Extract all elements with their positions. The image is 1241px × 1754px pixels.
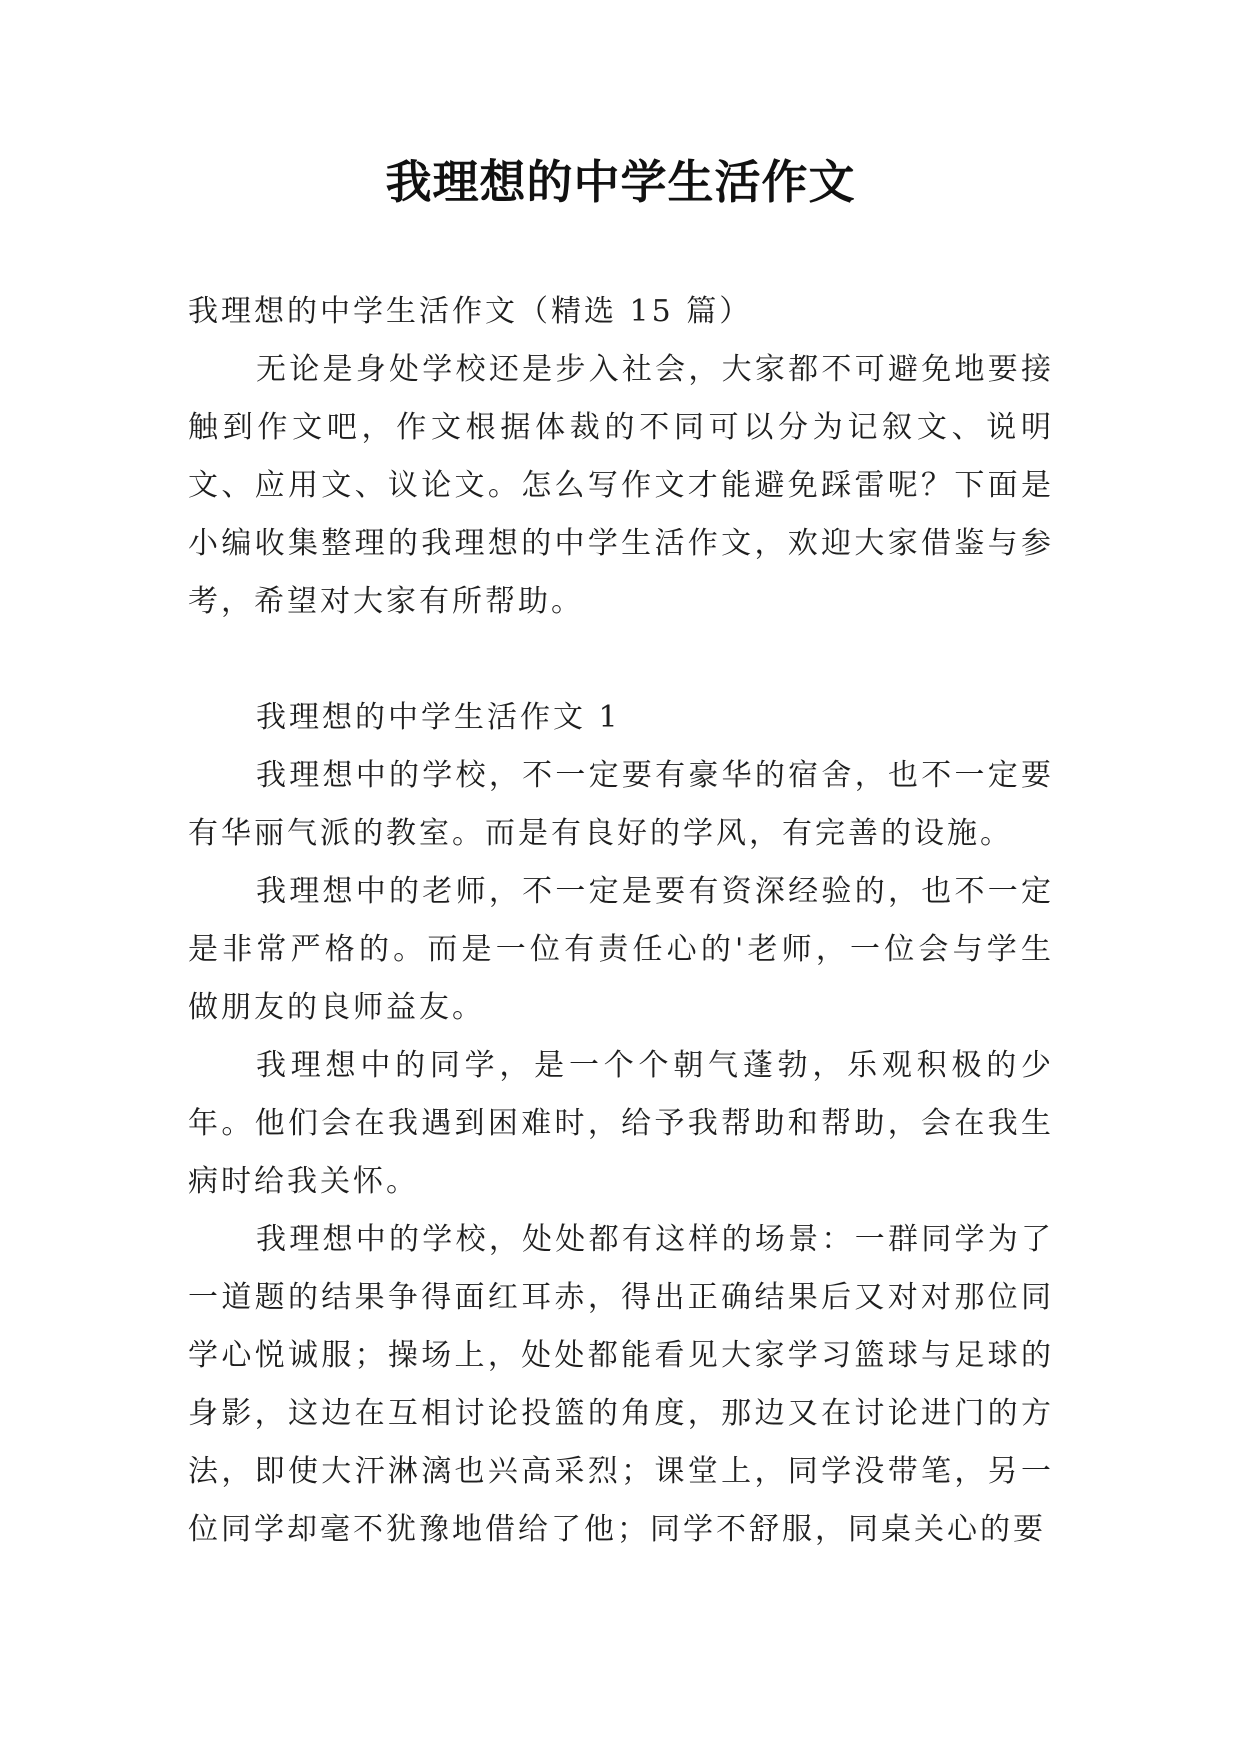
section-spacer bbox=[188, 631, 1054, 689]
body-paragraph: 我理想中的老师，不一定是要有资深经验的，也不一定是非常严格的。而是一位有责任心的'老师，一位会与学生做朋友的良师益友。 bbox=[188, 874, 1054, 1025]
intro-paragraph: 无论是身处学校还是步入社会，大家都不可避免地要接触到作文吧，作文根据体裁的不同可以分为记叙文、说明文、应用文、议论文。怎么写作文才能避免踩雷呢？下面是小编收集整理的我理想的中学生活作文，欢迎大家借鉴与参考，希望对大家有所帮助。 bbox=[188, 352, 1054, 619]
document-title: 我理想的中学生活作文 bbox=[385, 155, 856, 209]
section-heading: 我理想的中学生活作文 1 bbox=[256, 700, 621, 735]
document-body bbox=[188, 283, 1054, 1559]
body-paragraph: 我理想中的学校，不一定要有豪华的宿舍，也不一定要有华丽气派的教室。而是有良好的学风，有完善的设施。 bbox=[188, 758, 1054, 851]
body-paragraph: 我理想中的同学，是一个个朝气蓬勃，乐观积极的少年。他们会在我遇到困难时，给予我帮助和帮助，会在我生病时给我关怀。 bbox=[188, 1048, 1054, 1199]
document-subtitle: 我理想的中学生活作文（精选 15 篇） bbox=[188, 294, 753, 329]
body-paragraph: 我理想中的学校，处处都有这样的场景：一群同学为了一道题的结果争得面红耳赤，得出正确结果后又对对那位同学心悦诚服；操场上，处处都能看见大家学习篮球与足球的身影，这边在互相讨论投篮的角度，那边又在讨论进门的方法，即使大汗淋漓也兴高采烈；课堂上，同学没带笔，另一位同学却毫不犹豫地借给了他；同学不舒服，同桌关心的要 bbox=[188, 1222, 1054, 1547]
